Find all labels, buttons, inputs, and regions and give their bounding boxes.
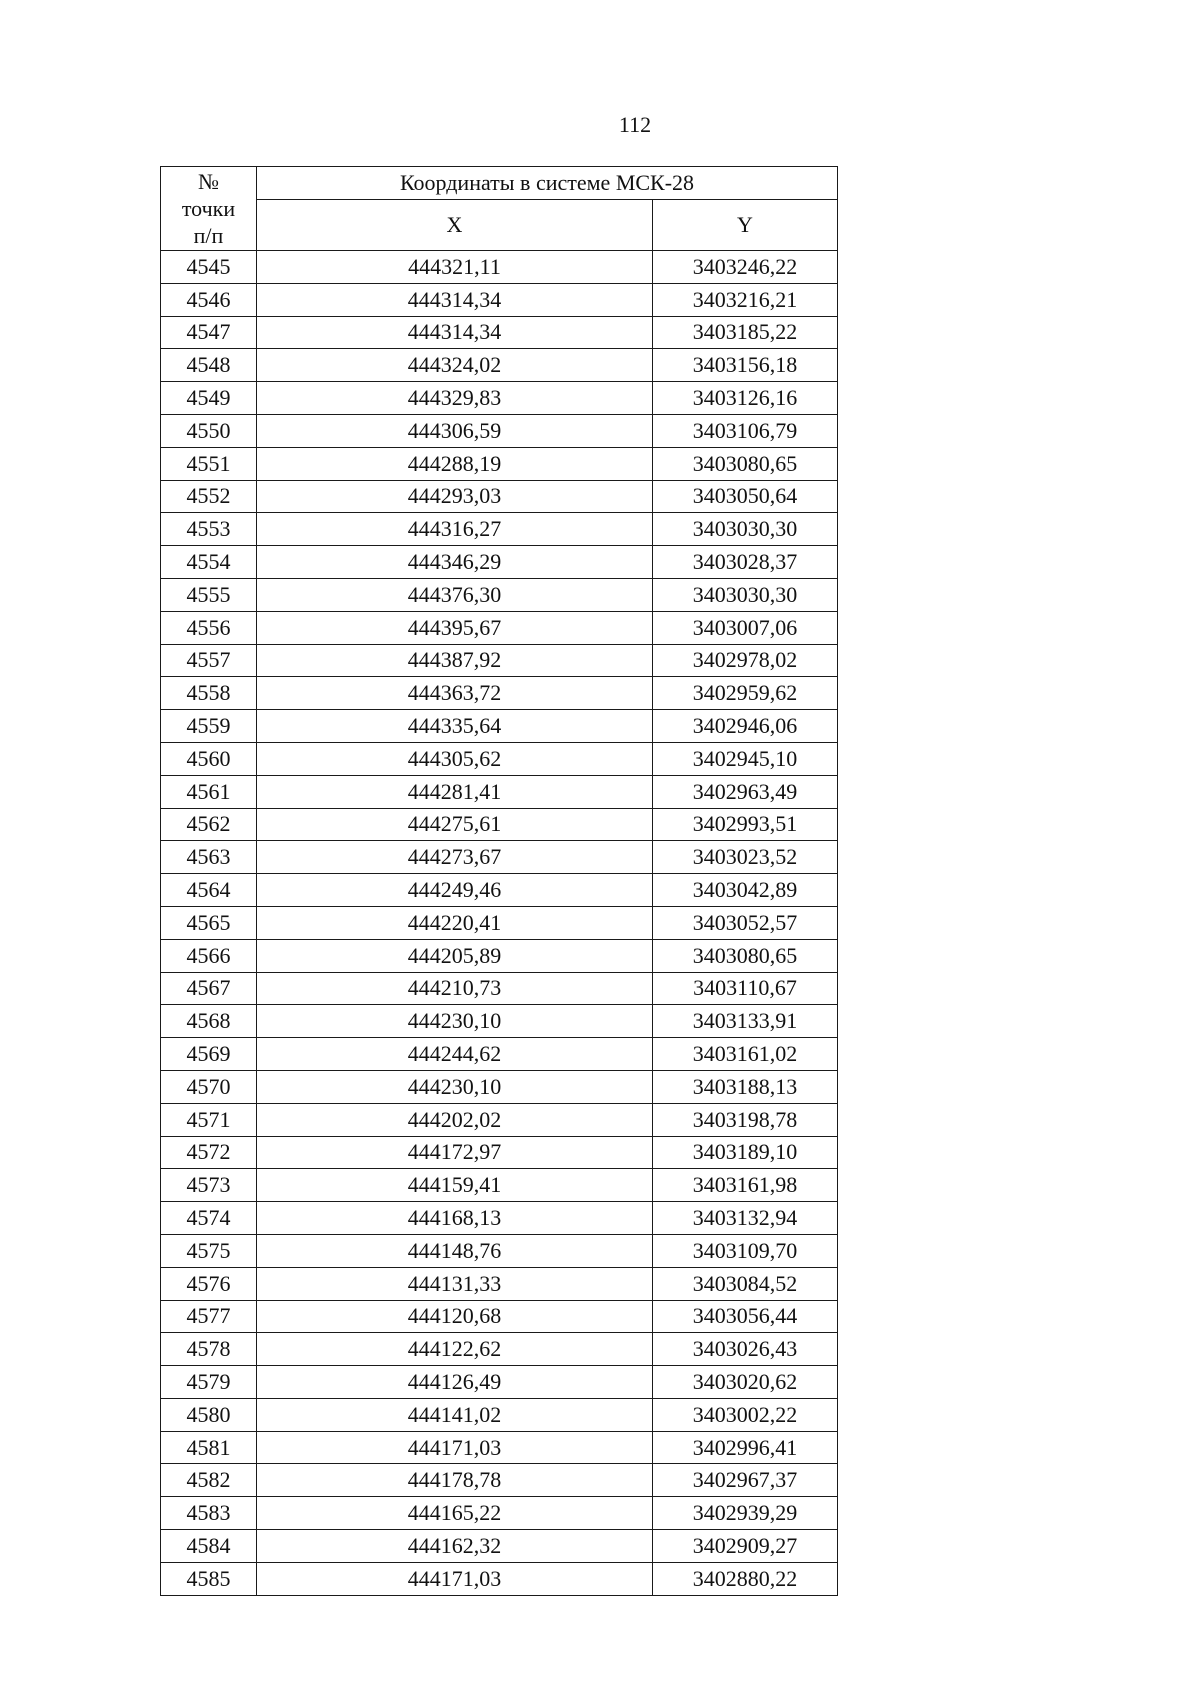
point-number-cell: 4551	[161, 447, 257, 480]
point-number-cell: 4558	[161, 677, 257, 710]
point-number-cell: 4559	[161, 710, 257, 743]
x-coordinate-cell: 444171,03	[257, 1431, 653, 1464]
table-row	[161, 742, 838, 775]
table-row	[161, 874, 838, 907]
y-coordinate-cell: 3403007,06	[653, 611, 838, 644]
point-number-cell: 4580	[161, 1398, 257, 1431]
table-row	[161, 710, 838, 743]
table-row	[161, 808, 838, 841]
point-number-cell: 4572	[161, 1136, 257, 1169]
y-coordinate-cell: 3403030,30	[653, 513, 838, 546]
x-coordinate-cell: 444131,33	[257, 1267, 653, 1300]
point-number-cell: 4565	[161, 906, 257, 939]
table-row	[161, 578, 838, 611]
x-coordinate-cell: 444172,97	[257, 1136, 653, 1169]
table-row	[161, 251, 838, 284]
table-row	[161, 1464, 838, 1497]
table-row	[161, 316, 838, 349]
point-number-cell: 4585	[161, 1562, 257, 1595]
table-row	[161, 939, 838, 972]
table-row	[161, 1431, 838, 1464]
point-number-cell: 4562	[161, 808, 257, 841]
x-coordinate-cell: 444230,10	[257, 1070, 653, 1103]
point-number-cell: 4573	[161, 1169, 257, 1202]
x-coordinate-cell: 444293,03	[257, 480, 653, 513]
y-coordinate-cell: 3403020,62	[653, 1366, 838, 1399]
y-coordinate-cell: 3403084,52	[653, 1267, 838, 1300]
table-row	[161, 1398, 838, 1431]
y-coordinate-cell: 3403246,22	[653, 251, 838, 284]
x-column-header: X	[257, 200, 653, 251]
x-coordinate-cell: 444314,34	[257, 283, 653, 316]
table-body	[161, 251, 838, 1596]
point-number-cell: 4547	[161, 316, 257, 349]
point-number-cell: 4571	[161, 1103, 257, 1136]
table-row	[161, 1530, 838, 1563]
table-row	[161, 1005, 838, 1038]
point-number-header-line2: точки	[181, 196, 236, 221]
y-coordinate-cell: 3403132,94	[653, 1202, 838, 1235]
point-number-cell: 4560	[161, 742, 257, 775]
coordinates-system-header: Координаты в системе МСК-28	[257, 167, 838, 200]
table-row	[161, 480, 838, 513]
x-coordinate-cell: 444244,62	[257, 1038, 653, 1071]
x-coordinate-cell: 444148,76	[257, 1234, 653, 1267]
x-coordinate-cell: 444395,67	[257, 611, 653, 644]
table-row	[161, 414, 838, 447]
point-number-cell: 4583	[161, 1497, 257, 1530]
x-coordinate-cell: 444346,29	[257, 546, 653, 579]
table-row	[161, 349, 838, 382]
y-coordinate-cell: 3402909,27	[653, 1530, 838, 1563]
x-coordinate-cell: 444316,27	[257, 513, 653, 546]
point-number-cell: 4567	[161, 972, 257, 1005]
y-coordinate-cell: 3402978,02	[653, 644, 838, 677]
point-number-header	[161, 167, 257, 251]
point-number-cell: 4555	[161, 578, 257, 611]
y-coordinate-cell: 3403028,37	[653, 546, 838, 579]
table-row	[161, 1202, 838, 1235]
y-coordinate-cell: 3403080,65	[653, 939, 838, 972]
x-coordinate-cell: 444305,62	[257, 742, 653, 775]
y-coordinate-cell: 3402993,51	[653, 808, 838, 841]
point-number-cell: 4577	[161, 1300, 257, 1333]
point-number-cell: 4557	[161, 644, 257, 677]
x-coordinate-cell: 444202,02	[257, 1103, 653, 1136]
table-row	[161, 1103, 838, 1136]
y-coordinate-cell: 3403080,65	[653, 447, 838, 480]
table-row	[161, 283, 838, 316]
y-coordinate-cell: 3403198,78	[653, 1103, 838, 1136]
table-row	[161, 513, 838, 546]
x-coordinate-cell: 444230,10	[257, 1005, 653, 1038]
point-number-cell: 4552	[161, 480, 257, 513]
point-number-cell: 4574	[161, 1202, 257, 1235]
point-number-cell: 4554	[161, 546, 257, 579]
y-coordinate-cell: 3402945,10	[653, 742, 838, 775]
point-number-cell: 4548	[161, 349, 257, 382]
y-coordinate-cell: 3403052,57	[653, 906, 838, 939]
x-coordinate-cell: 444220,41	[257, 906, 653, 939]
y-coordinate-cell: 3403133,91	[653, 1005, 838, 1038]
x-coordinate-cell: 444314,34	[257, 316, 653, 349]
table-row	[161, 644, 838, 677]
x-coordinate-cell: 444387,92	[257, 644, 653, 677]
x-coordinate-cell: 444205,89	[257, 939, 653, 972]
y-coordinate-cell: 3403216,21	[653, 283, 838, 316]
x-coordinate-cell: 444171,03	[257, 1562, 653, 1595]
table-row	[161, 1366, 838, 1399]
y-coordinate-cell: 3402959,62	[653, 677, 838, 710]
y-coordinate-cell: 3402996,41	[653, 1431, 838, 1464]
x-coordinate-cell: 444159,41	[257, 1169, 653, 1202]
y-coordinate-cell: 3403002,22	[653, 1398, 838, 1431]
point-number-cell: 4584	[161, 1530, 257, 1563]
point-number-cell: 4563	[161, 841, 257, 874]
table-row	[161, 1333, 838, 1366]
x-coordinate-cell: 444321,11	[257, 251, 653, 284]
y-coordinate-cell: 3403030,30	[653, 578, 838, 611]
x-coordinate-cell: 444288,19	[257, 447, 653, 480]
point-number-cell: 4578	[161, 1333, 257, 1366]
x-coordinate-cell: 444281,41	[257, 775, 653, 808]
y-coordinate-cell: 3403050,64	[653, 480, 838, 513]
point-number-header-line3: п/п	[193, 223, 224, 248]
point-number-header-line1: №	[198, 169, 219, 194]
y-coordinate-cell: 3403188,13	[653, 1070, 838, 1103]
table-row	[161, 1497, 838, 1530]
x-coordinate-cell: 444324,02	[257, 349, 653, 382]
y-coordinate-cell: 3403126,16	[653, 382, 838, 415]
x-coordinate-cell: 444306,59	[257, 414, 653, 447]
x-coordinate-cell: 444122,62	[257, 1333, 653, 1366]
y-coordinate-cell: 3403042,89	[653, 874, 838, 907]
table-row	[161, 382, 838, 415]
y-coordinate-cell: 3403026,43	[653, 1333, 838, 1366]
y-coordinate-cell: 3403161,98	[653, 1169, 838, 1202]
table-row	[161, 546, 838, 579]
table-row	[161, 775, 838, 808]
y-coordinate-cell: 3403109,70	[653, 1234, 838, 1267]
point-number-cell: 4581	[161, 1431, 257, 1464]
x-coordinate-cell: 444210,73	[257, 972, 653, 1005]
header-row-axes	[161, 200, 838, 251]
table-row	[161, 1038, 838, 1071]
y-column-header: Y	[653, 200, 838, 251]
coordinates-table	[160, 166, 838, 1596]
table-row	[161, 1136, 838, 1169]
y-coordinate-cell: 3402946,06	[653, 710, 838, 743]
table-row	[161, 1169, 838, 1202]
y-coordinate-cell: 3403023,52	[653, 841, 838, 874]
table-row	[161, 447, 838, 480]
header-row-top	[161, 167, 838, 200]
table-row	[161, 972, 838, 1005]
x-coordinate-cell: 444178,78	[257, 1464, 653, 1497]
x-coordinate-cell: 444126,49	[257, 1366, 653, 1399]
x-coordinate-cell: 444335,64	[257, 710, 653, 743]
table-header	[161, 167, 838, 251]
table-row	[161, 906, 838, 939]
x-coordinate-cell: 444141,02	[257, 1398, 653, 1431]
point-number-cell: 4556	[161, 611, 257, 644]
table-row	[161, 1070, 838, 1103]
point-number-cell: 4579	[161, 1366, 257, 1399]
point-number-cell: 4561	[161, 775, 257, 808]
y-coordinate-cell: 3403161,02	[653, 1038, 838, 1071]
point-number-cell: 4566	[161, 939, 257, 972]
point-number-cell: 4570	[161, 1070, 257, 1103]
x-coordinate-cell: 444249,46	[257, 874, 653, 907]
x-coordinate-cell: 444120,68	[257, 1300, 653, 1333]
y-coordinate-cell: 3403156,18	[653, 349, 838, 382]
y-coordinate-cell: 3402967,37	[653, 1464, 838, 1497]
table-row	[161, 677, 838, 710]
page-number: 112	[618, 112, 652, 137]
y-coordinate-cell: 3402939,29	[653, 1497, 838, 1530]
y-coordinate-cell: 3403106,79	[653, 414, 838, 447]
table-row	[161, 1267, 838, 1300]
point-number-cell: 4545	[161, 251, 257, 284]
x-coordinate-cell: 444165,22	[257, 1497, 653, 1530]
table-row	[161, 841, 838, 874]
x-coordinate-cell: 444275,61	[257, 808, 653, 841]
point-number-cell: 4582	[161, 1464, 257, 1497]
point-number-cell: 4564	[161, 874, 257, 907]
table-row	[161, 611, 838, 644]
x-coordinate-cell: 444363,72	[257, 677, 653, 710]
y-coordinate-cell: 3403189,10	[653, 1136, 838, 1169]
point-number-cell: 4576	[161, 1267, 257, 1300]
table-row	[161, 1234, 838, 1267]
point-number-cell: 4553	[161, 513, 257, 546]
point-number-cell: 4568	[161, 1005, 257, 1038]
y-coordinate-cell: 3402880,22	[653, 1562, 838, 1595]
point-number-cell: 4546	[161, 283, 257, 316]
x-coordinate-cell: 444162,32	[257, 1530, 653, 1563]
point-number-cell: 4550	[161, 414, 257, 447]
x-coordinate-cell: 444273,67	[257, 841, 653, 874]
x-coordinate-cell: 444376,30	[257, 578, 653, 611]
x-coordinate-cell: 444168,13	[257, 1202, 653, 1235]
y-coordinate-cell: 3403110,67	[653, 972, 838, 1005]
point-number-cell: 4575	[161, 1234, 257, 1267]
table-row	[161, 1562, 838, 1595]
y-coordinate-cell: 3403185,22	[653, 316, 838, 349]
y-coordinate-cell: 3402963,49	[653, 775, 838, 808]
x-coordinate-cell: 444329,83	[257, 382, 653, 415]
point-number-cell: 4569	[161, 1038, 257, 1071]
table-row	[161, 1300, 838, 1333]
point-number-cell: 4549	[161, 382, 257, 415]
y-coordinate-cell: 3403056,44	[653, 1300, 838, 1333]
